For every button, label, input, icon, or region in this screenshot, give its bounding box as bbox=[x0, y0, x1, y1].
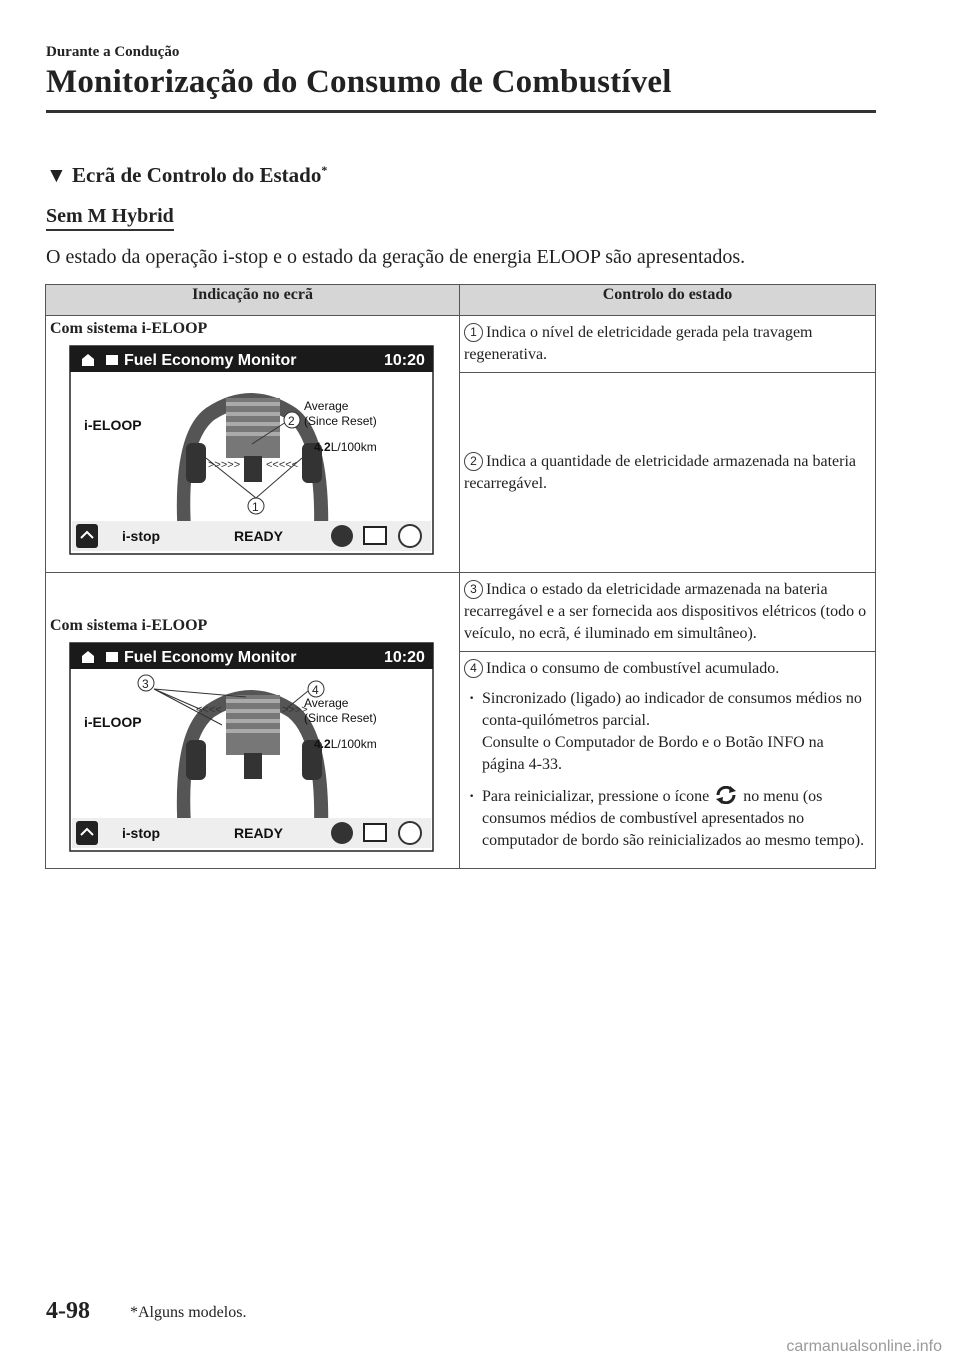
table-header-row bbox=[46, 285, 876, 316]
callout-4-label: 4 bbox=[312, 683, 319, 697]
average-label: Average bbox=[304, 696, 349, 710]
display-cell bbox=[46, 573, 460, 869]
system-label: i-ELOOP bbox=[84, 417, 142, 433]
bullet-ref: Consulte o Computador de Bordo e o Botão INFO na página 4-33. bbox=[482, 734, 824, 773]
bullet-list bbox=[464, 688, 869, 852]
page-title: Monitorização do Consumo de Combustível bbox=[46, 64, 672, 100]
battery-icon bbox=[364, 824, 386, 841]
table-row bbox=[46, 573, 876, 652]
svg-text:<<<<: <<<< bbox=[196, 704, 222, 716]
display-cell bbox=[46, 316, 460, 573]
status-cell-1 bbox=[460, 316, 876, 373]
callout-3-icon: 3 bbox=[464, 580, 483, 599]
list-item bbox=[482, 786, 869, 852]
ready-label: READY bbox=[234, 528, 284, 544]
battery-icon bbox=[364, 527, 386, 544]
svg-text:4.2L/100km bbox=[314, 440, 377, 454]
screen-title: Fuel Economy Monitor bbox=[124, 649, 297, 666]
istop-icon bbox=[76, 524, 98, 548]
description-4: Indica o consumo de combustível acumulado. bbox=[486, 660, 780, 677]
fuel-monitor-screen-2 bbox=[46, 635, 459, 859]
refresh-icon bbox=[713, 786, 739, 804]
average-value: 4.2 bbox=[314, 737, 331, 751]
ac-icon bbox=[399, 822, 421, 844]
row-label: Com sistema i-ELOOP bbox=[50, 617, 208, 634]
average-sublabel: (Since Reset) bbox=[304, 711, 377, 725]
footnote: *Alguns modelos. bbox=[130, 1304, 247, 1321]
svg-text:4.2L/100km bbox=[314, 737, 377, 751]
description-1: Indica o nível de eletricidade gerada pela travagem regenerativa. bbox=[464, 324, 813, 363]
average-label: Average bbox=[304, 399, 349, 413]
list-item bbox=[482, 688, 869, 776]
description-3: Indica o estado da eletricidade armazenada na bateria recarregável e a ser fornecida aos dispositivos elétricos (todo o veículo, no ecrã, é iluminado em simultâneo). bbox=[464, 581, 867, 642]
average-value: 4.2 bbox=[314, 440, 331, 454]
callout-4-icon: 4 bbox=[464, 659, 483, 678]
screen-icon bbox=[106, 355, 118, 365]
bullet-text: no menu (os consumos médios de combustível apresentados no computador de bordo são reinicializados ao mesmo tempo). bbox=[482, 788, 865, 849]
status-cell-2 bbox=[460, 373, 876, 573]
triangle-marker-icon: ▼ bbox=[46, 163, 67, 187]
istop-icon bbox=[76, 821, 98, 845]
asterisk: * bbox=[321, 163, 328, 177]
ac-icon bbox=[399, 525, 421, 547]
status-cell-3 bbox=[460, 573, 876, 652]
status-cell-4 bbox=[460, 652, 876, 869]
title-divider bbox=[46, 110, 876, 113]
row-label: Com sistema i-ELOOP bbox=[50, 320, 208, 337]
svg-text:<<<<<: <<<<< bbox=[266, 459, 299, 471]
table-row bbox=[46, 316, 876, 373]
callout-2-label: 2 bbox=[288, 414, 295, 428]
average-unit: L/100km bbox=[330, 737, 377, 751]
istop-label: i-stop bbox=[122, 528, 161, 544]
callout-3-label: 3 bbox=[142, 677, 149, 691]
screen-time: 10:20 bbox=[384, 352, 425, 369]
svg-text:>>>>: >>>> bbox=[282, 704, 308, 716]
watermark: carmanualsonline.info bbox=[786, 1338, 942, 1355]
callout-2-icon: 2 bbox=[464, 452, 483, 471]
screen-time: 10:20 bbox=[384, 649, 425, 666]
section-heading bbox=[46, 163, 327, 188]
description-2: Indica a quantidade de eletricidade armazenada na bateria recarregável. bbox=[464, 452, 856, 492]
screen-icon bbox=[106, 652, 118, 662]
bullet-text: Para reinicializar, pressione o ícone bbox=[482, 788, 710, 805]
istop-label: i-stop bbox=[122, 825, 161, 841]
screen-title: Fuel Economy Monitor bbox=[124, 352, 297, 369]
status-table bbox=[45, 284, 876, 869]
system-label: i-ELOOP bbox=[84, 714, 142, 730]
chapter-heading: Durante a Condução bbox=[46, 44, 180, 60]
column-header-display: Indicação no ecrã bbox=[46, 285, 460, 316]
average-sublabel: (Since Reset) bbox=[304, 414, 377, 428]
intro-paragraph: O estado da operação i-stop e o estado da geração de energia ELOOP são apresentados. bbox=[46, 246, 746, 268]
section-title: Ecrã de Controlo do Estado bbox=[72, 163, 322, 187]
ready-label: READY bbox=[234, 825, 284, 841]
page-number: 4-98 bbox=[46, 1298, 90, 1324]
subsection-heading: Sem M Hybrid bbox=[46, 205, 174, 231]
column-header-status: Controlo do estado bbox=[460, 285, 876, 316]
callout-1-icon: 1 bbox=[464, 323, 483, 342]
seatbelt-icon bbox=[331, 822, 353, 844]
callout-1-label: 1 bbox=[252, 500, 259, 514]
bullet-text: Sincronizado (ligado) ao indicador de consumos médios no conta-quilómetros parcial. bbox=[482, 690, 862, 729]
average-unit: L/100km bbox=[330, 440, 377, 454]
seatbelt-icon bbox=[331, 525, 353, 547]
svg-text:>>>>>: >>>>> bbox=[208, 459, 241, 471]
fuel-monitor-screen-1 bbox=[46, 338, 459, 562]
